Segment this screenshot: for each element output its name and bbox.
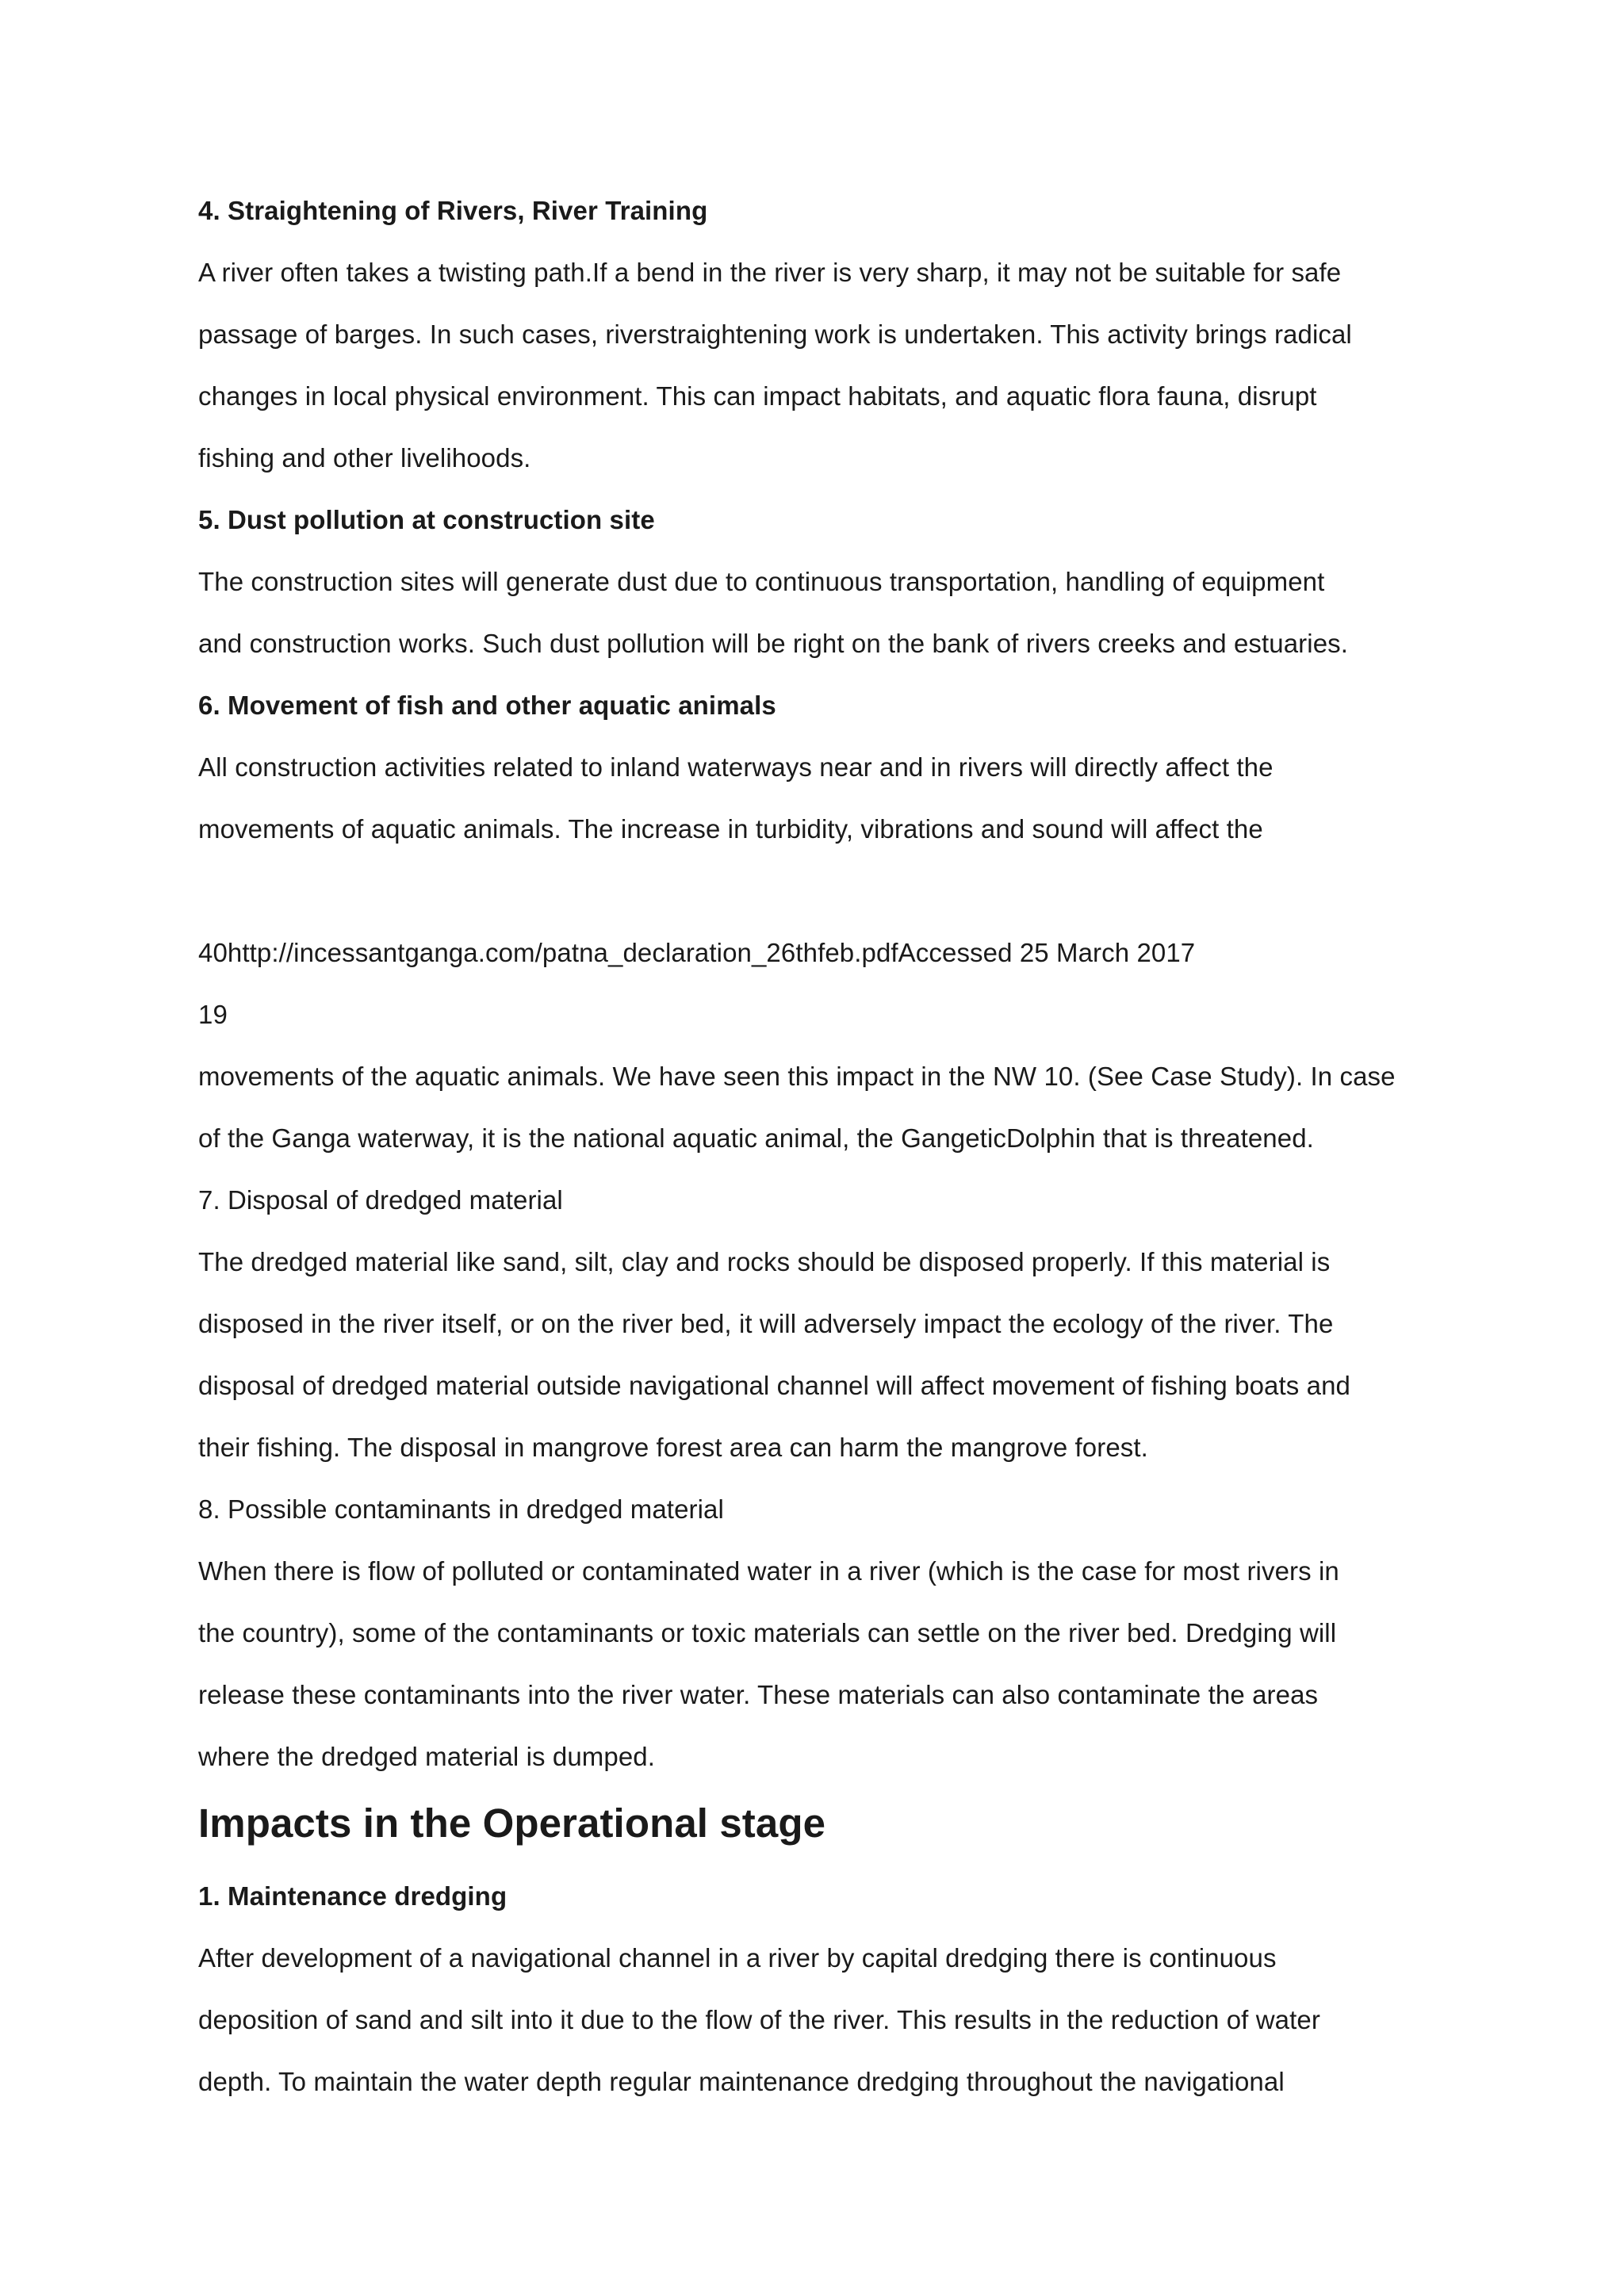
paragraph-line: deposition of sand and silt into it due to the flow of the river. This results in the reduction of water	[198, 2005, 1320, 2034]
paragraph-line: disposal of dredged material outside navigational channel will affect movement of fishing boats and	[198, 1371, 1351, 1400]
paragraph-line: When there is flow of polluted or contaminated water in a river (which is the case for most rivers in	[198, 1556, 1339, 1586]
section-heading-7: 7. Disposal of dredged material	[198, 1185, 563, 1215]
paragraph-line: release these contaminants into the river water. These materials can also contaminate the areas	[198, 1680, 1319, 1709]
paragraph-line: The construction sites will generate dust due to continuous transportation, handling of equipment	[198, 567, 1325, 596]
paragraph-line: depth. To maintain the water depth regular maintenance dredging throughout the navigational	[198, 2067, 1285, 2096]
paragraph-line: passage of barges. In such cases, riverstraightening work is undertaken. This activity brings radical	[198, 320, 1352, 349]
section-title: Impacts in the Operational stage	[198, 1800, 826, 1846]
section-heading-4: 4. Straightening of Rivers, River Training	[198, 196, 708, 225]
paragraph-line: their fishing. The disposal in mangrove forest area can harm the mangrove forest.	[198, 1433, 1148, 1462]
paragraph-line: and construction works. Such dust pollution will be right on the bank of rivers creeks and estuaries.	[198, 629, 1349, 658]
paragraph-line: All construction activities related to inland waterways near and in rivers will directly affect the	[198, 752, 1274, 782]
section-heading-5: 5. Dust pollution at construction site	[198, 505, 655, 534]
paragraph-line: of the Ganga waterway, it is the national aquatic animal, the GangeticDolphin that is threatened.	[198, 1123, 1314, 1153]
paragraph-line: After development of a navigational channel in a river by capital dredging there is continuous	[198, 1943, 1277, 1973]
paragraph-line: movements of the aquatic animals. We have seen this impact in the NW 10. (See Case Study). In case	[198, 1062, 1396, 1091]
footnote: 40http://incessantganga.com/patna_declaration_26thfeb.pdfAccessed 25 March 2017	[198, 938, 1196, 967]
paragraph-line: the country), some of the contaminants or toxic materials can settle on the river bed. Dredging will	[198, 1618, 1337, 1647]
page-number: 19	[198, 1000, 228, 1029]
subsection-heading-maintenance-dredging: 1. Maintenance dredging	[198, 1881, 508, 1911]
paragraph-line: The dredged material like sand, silt, clay and rocks should be disposed properly. If this material is	[198, 1247, 1331, 1276]
paragraph-line: A river often takes a twisting path.If a bend in the river is very sharp, it may not be suitable for safe	[198, 258, 1342, 287]
paragraph-line: movements of aquatic animals. The increase in turbidity, vibrations and sound will affect the	[198, 814, 1263, 844]
paragraph-line: where the dredged material is dumped.	[198, 1742, 656, 1771]
paragraph-line: changes in local physical environment. This can impact habitats, and aquatic flora fauna, disrupt	[198, 381, 1317, 411]
paragraph-line: fishing and other livelihoods.	[198, 443, 531, 473]
section-heading-8: 8. Possible contaminants in dredged material	[198, 1494, 724, 1524]
paragraph-line: disposed in the river itself, or on the river bed, it will adversely impact the ecology of the river. The	[198, 1309, 1334, 1338]
section-heading-6: 6. Movement of fish and other aquatic animals	[198, 691, 776, 720]
